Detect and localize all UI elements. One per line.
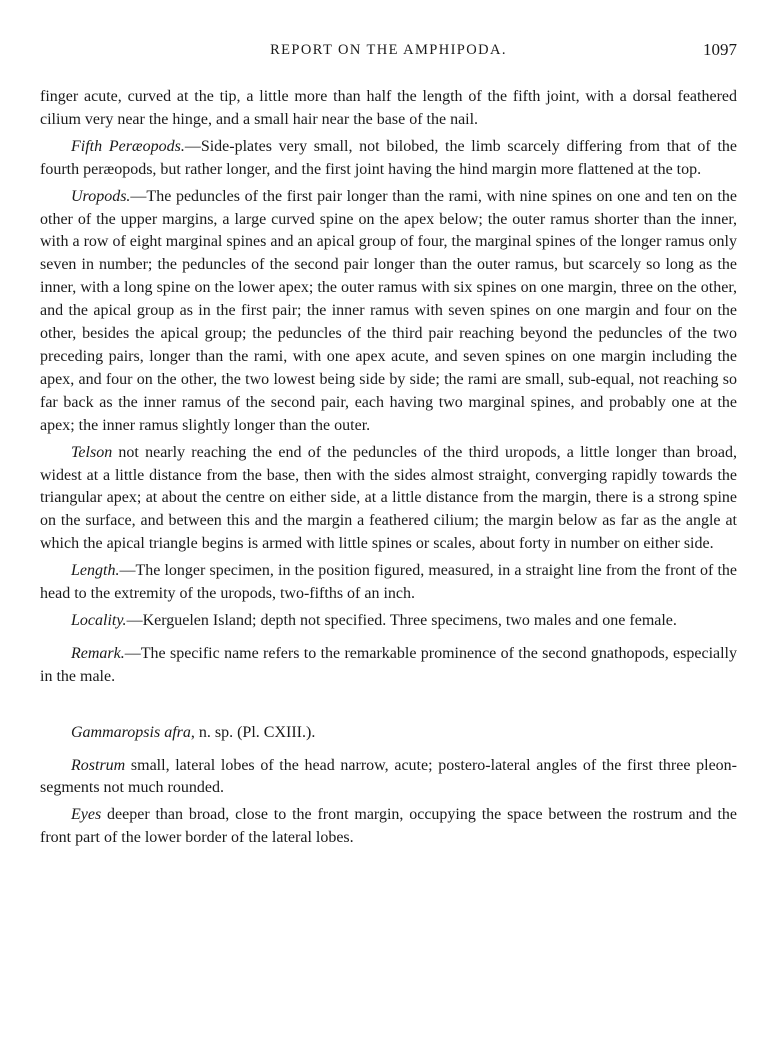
section-head-locality: Locality. [71,611,127,629]
paragraph-uropods: Uropods.—The peduncles of the first pair longer than the rami, with nine spines on one and ten on the other of the upper margins, a large curved spine on the apex below; the outer ramus shorter than the inner, with a row of eight marginal spines and an apical group of four, the marginal spines of the longer ramus only seven in number; the peduncles of the second pair longer than the outer ramus, but scarcely so long as the inner, with a long spine on the lower apex; the outer ramus with six spines on one margin, three on the other, and the apical group as in the first pair; the inner ramus with seven spines on one margin and four on the other, besides the apical group; the peduncles of the third pair reaching beyond the peduncles of the two preceding pairs, longer than the rami, with one apex acute, and seven spines on one margin including the apex, and four on the other, the two lowest being side by side; the rami are small, sub-equal, not reaching so far back as the inner ramus of the second pair, each having two marginal spines, and probably one at the apex; the inner ramus slightly longer than the outer. [40,187,737,434]
paragraph-length: Length.—The longer specimen, in the position figured, measured, in a straight line from the front of the head to the extremity of the uropods, two-fifths of an inch. [40,562,737,603]
section-head-fifth-peraeopods: Fifth Peræopods. [71,137,185,155]
paragraph-fifth-peraeopods: Fifth Peræopods.—Side-plates very small, not bilobed, the limb scarcely differing from that of the fourth peræopods, but rather longer, and the first joint having the hind margin more flattened at the top. [40,137,737,178]
section-head-rostrum: Rostrum [71,756,126,774]
section-head-length: Length. [71,562,120,580]
running-title: REPORT ON THE AMPHIPODA. [270,42,507,58]
section-head-remark: Remark. [71,644,125,662]
paragraph-rostrum: Rostrum small, lateral lobes of the head narrow, acute; postero-lateral angles of the first three pleon-segments not much rounded. [40,756,737,797]
paragraph-finger: finger acute, curved at the tip, a little more than half the length of the fifth joint, with a dorsal feathered cilium very near the hinge, and a small hair near the base of the nail. [40,88,737,128]
section-head-eyes: Eyes [71,806,102,824]
section-head-telson: Telson [71,443,113,461]
paragraph-locality: Locality.—Kerguelen Island; depth not specified. Three specimens, two males and one female. [71,611,677,629]
paragraph-remark: Remark.—The specific name refers to the remarkable prominence of the second gnathopods, especially in the male. [40,644,737,685]
paragraph-telson: Telson not nearly reaching the end of the peduncles of the third uropods, a little longer than broad, widest at a little distance from the base, then with the sides almost straight, converging rapidly towards the triangular apex; at about the centre on either side, at a little distance from the margin, there is a strong spine on the surface, and between this and the margin a feathered cilium; the margin below as far as the angle at which the apical triangle begins is armed with little spines or scales, about forty in number on either side. [40,443,737,553]
species-heading: Gammaropsis afra, n. sp. (Pl. CXIII.). [71,723,316,741]
page-number: 1097 [703,40,737,59]
page-header [40,42,737,64]
body-text [40,86,737,850]
section-head-uropods: Uropods. [71,187,131,205]
species-name: Gammaropsis afra [71,723,191,741]
paragraph-eyes: Eyes deeper than broad, close to the front margin, occupying the space between the rostrum and the front part of the lower border of the lateral lobes. [40,806,737,847]
